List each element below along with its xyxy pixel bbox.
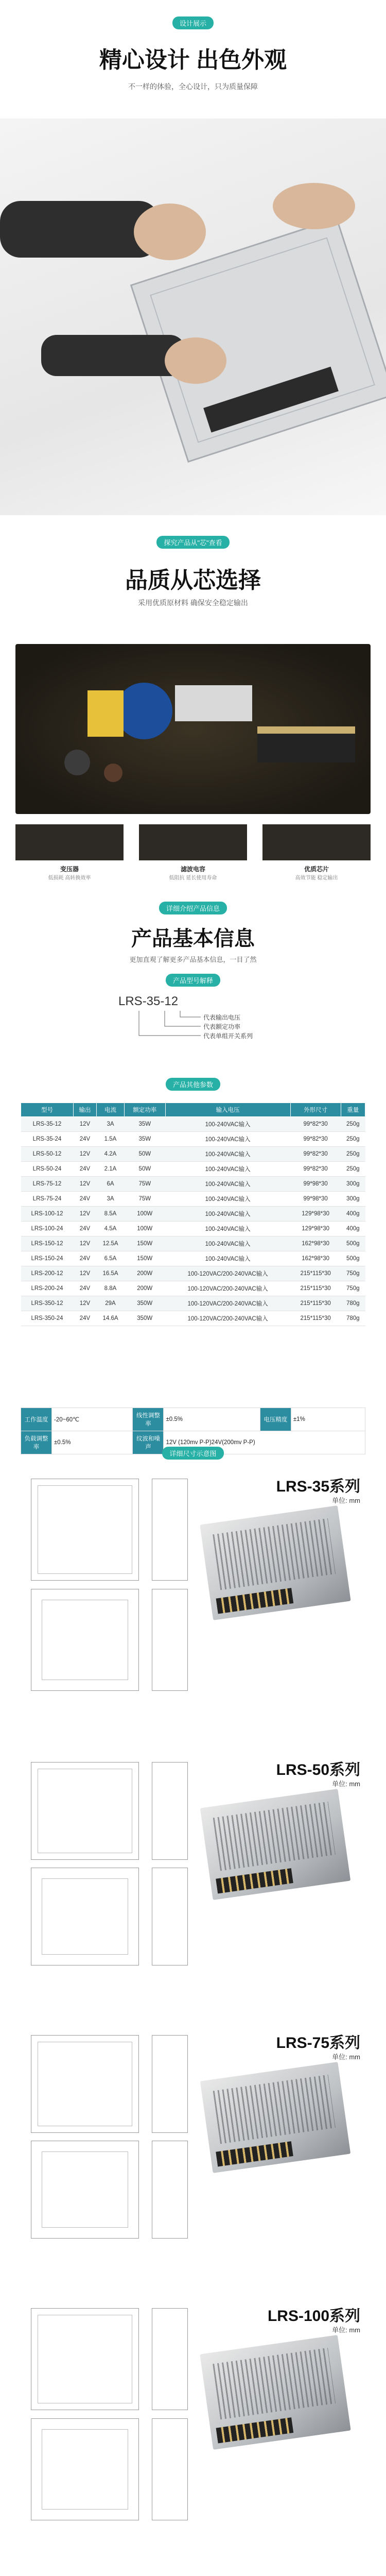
front-view-drawing xyxy=(31,1762,139,1860)
spec-cell: 12V xyxy=(73,1266,96,1281)
spec-cell: 215*115*30 xyxy=(290,1266,341,1281)
spec-cell: 400g xyxy=(341,1207,365,1222)
spec-cell: 14.6A xyxy=(96,1311,124,1326)
component-chip: 优质芯片 高效节能 稳定输出 xyxy=(295,866,338,881)
spec-cell: 12.5A xyxy=(96,1236,124,1251)
spec-header-cell: 重量 xyxy=(341,1103,365,1117)
chip-photo xyxy=(262,824,371,860)
spec-row xyxy=(21,1162,365,1177)
spec-cell: 100-240VAC输入 xyxy=(165,1117,290,1132)
spec-footer-cell: ±0.5% xyxy=(52,1431,133,1454)
dimension-series xyxy=(21,2298,365,2566)
explain-power: 代表额定功率 xyxy=(203,1023,241,1030)
spec-cell: 100W xyxy=(125,1222,165,1236)
quality-badge: 探究产品从"芯"查看 xyxy=(156,536,229,549)
spec-cell: 250g xyxy=(341,1117,365,1132)
series-title: LRS-50系列 xyxy=(276,1761,360,1778)
spec-cell: LRS-150-24 xyxy=(21,1251,74,1266)
spec-cell: 99*82*30 xyxy=(290,1117,341,1132)
quality-section xyxy=(0,515,386,824)
spec-cell: 215*115*30 xyxy=(290,1296,341,1311)
spec-cell: 350W xyxy=(125,1296,165,1311)
top-view-drawing xyxy=(31,2418,139,2520)
spec-footer-cell: 12V (120mv P-P)24V(200mv P-P) xyxy=(164,1431,365,1454)
spec-cell: 75W xyxy=(125,1192,165,1207)
spec-cell: 100W xyxy=(125,1207,165,1222)
spec-cell: 3A xyxy=(96,1117,124,1132)
spec-footer-cell: ±0.5% xyxy=(164,1408,260,1431)
spec-cell: 215*115*30 xyxy=(290,1281,341,1296)
side-view-drawing xyxy=(152,2141,188,2239)
series-unit: 单位: mm xyxy=(332,1497,360,1504)
model-explain-lines xyxy=(129,1011,201,1047)
spec-footer-cell: 工作温度 xyxy=(21,1408,52,1431)
spec-cell: LRS-350-12 xyxy=(21,1296,74,1311)
spec-cell: LRS-35-12 xyxy=(21,1117,74,1132)
top-view-drawing xyxy=(31,2141,139,2239)
spec-cell: 6A xyxy=(96,1177,124,1192)
side-view-drawing xyxy=(152,1479,188,1581)
spec-cell: 35W xyxy=(125,1132,165,1147)
product-photo xyxy=(200,2335,350,2450)
dimension-series xyxy=(21,1468,365,1736)
spec-header-cell: 电流 xyxy=(96,1103,124,1117)
spec-row xyxy=(21,1117,365,1132)
spec-cell: 29A xyxy=(96,1296,124,1311)
spec-cell: 250g xyxy=(341,1162,365,1177)
spec-row xyxy=(21,1251,365,1266)
dimension-series xyxy=(21,2025,365,2282)
spec-row xyxy=(21,1266,365,1281)
spec-cell: 99*82*30 xyxy=(290,1147,341,1162)
spec-cell: 750g xyxy=(341,1281,365,1296)
pcb-board-photo xyxy=(15,644,371,814)
spec-cell: 99*82*30 xyxy=(290,1132,341,1147)
series-unit: 单位: mm xyxy=(332,2053,360,2061)
spec-cell: 500g xyxy=(341,1251,365,1266)
hero-title: 精心设计 出色外观 xyxy=(99,47,287,73)
spec-table xyxy=(21,1103,365,1326)
spec-cell: 12V xyxy=(73,1177,96,1192)
spec-cell: 780g xyxy=(341,1296,365,1311)
spec-cell: 6.5A xyxy=(96,1251,124,1266)
front-view-drawing xyxy=(31,1479,139,1581)
spec-cell: 129*98*30 xyxy=(290,1222,341,1236)
spec-cell: 400g xyxy=(341,1222,365,1236)
pcb-illustration xyxy=(15,644,371,814)
spec-cell: 1.5A xyxy=(96,1132,124,1147)
spec-cell: 24V xyxy=(73,1132,96,1147)
spec-cell: 24V xyxy=(73,1162,96,1177)
spec-cell: 100-240VAC输入 xyxy=(165,1177,290,1192)
spec-cell: 100-240VAC输入 xyxy=(165,1162,290,1177)
spec-footer-cell: 电压精度 xyxy=(260,1408,291,1431)
spec-cell: 99*82*30 xyxy=(290,1162,341,1177)
spec-footer-cell: 纹波和噪声 xyxy=(133,1431,164,1454)
transformer-photo xyxy=(15,824,124,860)
quality-title: 品质从芯选择 xyxy=(125,568,261,593)
spec-cell: 2.1A xyxy=(96,1162,124,1177)
spec-cell: 12V xyxy=(73,1296,96,1311)
hero-section xyxy=(0,0,386,515)
front-view-drawing xyxy=(31,2035,139,2133)
explain-voltage: 代表输出电压 xyxy=(203,1014,241,1021)
dimensions-section xyxy=(0,1443,386,2576)
spec-cell: 12V xyxy=(73,1147,96,1162)
spec-cell: 350W xyxy=(125,1311,165,1326)
spec-cell: 129*98*30 xyxy=(290,1207,341,1222)
model-badge: 产品型号解释 xyxy=(166,974,220,987)
spec-cell: LRS-35-24 xyxy=(21,1132,74,1147)
spec-cell: 162*98*30 xyxy=(290,1236,341,1251)
spec-cell: 8.8A xyxy=(96,1281,124,1296)
spec-header-cell: 额定功率 xyxy=(125,1103,165,1117)
spec-cell: LRS-100-24 xyxy=(21,1222,74,1236)
spec-cell: 50W xyxy=(125,1147,165,1162)
spec-cell: LRS-75-24 xyxy=(21,1192,74,1207)
product-photo xyxy=(200,1505,350,1620)
spec-cell: 162*98*30 xyxy=(290,1251,341,1266)
spec-cell: LRS-50-24 xyxy=(21,1162,74,1177)
side-view-drawing xyxy=(152,2418,188,2520)
spec-header-cell: 外形尺寸 xyxy=(290,1103,341,1117)
hero-product-photo xyxy=(0,118,386,515)
component-transformer: 变压器 低损耗 高转换效率 xyxy=(48,866,91,881)
spec-cell: 100-240VAC输入 xyxy=(165,1147,290,1162)
spec-cell: 8.5A xyxy=(96,1207,124,1222)
dimension-series xyxy=(21,1752,365,2009)
spec-cell: LRS-350-24 xyxy=(21,1311,74,1326)
spec-cell: 100-240VAC输入 xyxy=(165,1207,290,1222)
spec-row xyxy=(21,1222,365,1236)
model-code: LRS-35-12 xyxy=(118,994,179,1008)
spec-cell: 24V xyxy=(73,1222,96,1236)
spec-cell: 200W xyxy=(125,1281,165,1296)
spec-cell: LRS-75-12 xyxy=(21,1177,74,1192)
spec-cell: 215*115*30 xyxy=(290,1311,341,1326)
spec-footer-cell: ±1% xyxy=(291,1408,365,1431)
explain-series: 代表单组开关系列 xyxy=(203,1032,253,1040)
spec-cell: 12V xyxy=(73,1236,96,1251)
spec-cell: 75W xyxy=(125,1177,165,1192)
spec-cell: LRS-200-24 xyxy=(21,1281,74,1296)
series-unit: 单位: mm xyxy=(332,2326,360,2334)
specs-badge: 产品其他参数 xyxy=(166,1078,220,1091)
spec-footer-cell: -20~60℃ xyxy=(52,1408,133,1431)
spec-cell: 12V xyxy=(73,1117,96,1132)
series-unit: 单位: mm xyxy=(332,1780,360,1788)
spec-cell: 300g xyxy=(341,1177,365,1192)
side-view-drawing xyxy=(152,1868,188,1965)
spec-cell: 12V xyxy=(73,1207,96,1222)
basic-info-section xyxy=(0,896,386,1072)
side-view-drawing xyxy=(152,2308,188,2410)
spec-cell: 100-240VAC输入 xyxy=(165,1222,290,1236)
spec-cell: 150W xyxy=(125,1251,165,1266)
spec-cell: 100-120VAC/200-240VAC输入 xyxy=(165,1296,290,1311)
spec-cell: 100-120VAC/200-240VAC输入 xyxy=(165,1311,290,1326)
hero-badge: 设计展示 xyxy=(172,16,214,29)
spec-cell: 100-120VAC/200-240VAC输入 xyxy=(165,1266,290,1281)
spec-cell: 750g xyxy=(341,1266,365,1281)
spec-cell: 24V xyxy=(73,1281,96,1296)
quality-subtitle: 采用优质原材料 确保安全稳定输出 xyxy=(138,599,248,607)
spec-cell: 100-240VAC输入 xyxy=(165,1132,290,1147)
spec-cell: 100-240VAC输入 xyxy=(165,1251,290,1266)
series-title: LRS-75系列 xyxy=(276,2035,360,2052)
spec-header-cell: 输出 xyxy=(73,1103,96,1117)
spec-row xyxy=(21,1281,365,1296)
spec-cell: 300g xyxy=(341,1192,365,1207)
top-view-drawing xyxy=(31,1589,139,1691)
spec-footer-cell: 线性调整率 xyxy=(133,1408,164,1431)
spec-cell: 24V xyxy=(73,1251,96,1266)
spec-cell: LRS-150-12 xyxy=(21,1236,74,1251)
side-view-drawing xyxy=(152,1589,188,1691)
spec-header-cell: 型号 xyxy=(21,1103,74,1117)
side-view-drawing xyxy=(152,2035,188,2133)
spec-cell: LRS-100-12 xyxy=(21,1207,74,1222)
spec-header-cell: 输入电压 xyxy=(165,1103,290,1117)
top-view-drawing xyxy=(31,1868,139,1965)
spec-cell: 99*98*30 xyxy=(290,1177,341,1192)
spec-cell: 99*98*30 xyxy=(290,1192,341,1207)
spec-cell: 100-240VAC输入 xyxy=(165,1236,290,1251)
spec-row xyxy=(21,1207,365,1222)
hands-with-power-supply-illustration xyxy=(0,118,386,515)
spec-cell: 100-120VAC/200-240VAC输入 xyxy=(165,1281,290,1296)
hero-subtitle: 不一样的体验，全心设计，只为质量保障 xyxy=(128,82,258,91)
series-title: LRS-35系列 xyxy=(276,1478,360,1495)
side-view-drawing xyxy=(152,1762,188,1860)
spec-cell: 200W xyxy=(125,1266,165,1281)
spec-row xyxy=(21,1177,365,1192)
spec-cell: LRS-50-12 xyxy=(21,1147,74,1162)
spec-row xyxy=(21,1311,365,1326)
spec-footer-row xyxy=(21,1408,365,1431)
front-view-drawing xyxy=(31,2308,139,2410)
component-capacitor: 滤波电容 低阻抗 延长使用寿命 xyxy=(169,866,217,881)
dims-badge: 详细尺寸示意图 xyxy=(162,1447,223,1460)
spec-row xyxy=(21,1132,365,1147)
capacitor-photo xyxy=(139,824,247,860)
product-photo xyxy=(200,2062,350,2173)
spec-cell: 780g xyxy=(341,1311,365,1326)
basic-title: 产品基本信息 xyxy=(131,927,255,950)
spec-footer-cell: 负载调整率 xyxy=(21,1431,52,1454)
spec-cell: 16.5A xyxy=(96,1266,124,1281)
basic-badge: 详细介绍产品信息 xyxy=(159,902,227,914)
spec-row xyxy=(21,1296,365,1311)
series-title: LRS-100系列 xyxy=(267,2308,360,2325)
spec-cell: 3A xyxy=(96,1192,124,1207)
spec-row xyxy=(21,1236,365,1251)
spec-cell: 100-240VAC输入 xyxy=(165,1192,290,1207)
component-highlights xyxy=(0,824,386,886)
specs-section xyxy=(0,1072,386,1450)
spec-cell: 50W xyxy=(125,1162,165,1177)
spec-cell: 150W xyxy=(125,1236,165,1251)
spec-cell: 250g xyxy=(341,1132,365,1147)
product-photo xyxy=(200,1789,350,1900)
spec-cell: 24V xyxy=(73,1192,96,1207)
spec-cell: 250g xyxy=(341,1147,365,1162)
spec-cell: 4.5A xyxy=(96,1222,124,1236)
spec-cell: LRS-200-12 xyxy=(21,1266,74,1281)
spec-cell: 24V xyxy=(73,1311,96,1326)
spec-row xyxy=(21,1192,365,1207)
spec-cell: 4.2A xyxy=(96,1147,124,1162)
spec-row xyxy=(21,1147,365,1162)
basic-subtitle: 更加直观了解更多产品基本信息，一目了然 xyxy=(129,956,257,963)
spec-cell: 35W xyxy=(125,1117,165,1132)
spec-cell: 500g xyxy=(341,1236,365,1251)
